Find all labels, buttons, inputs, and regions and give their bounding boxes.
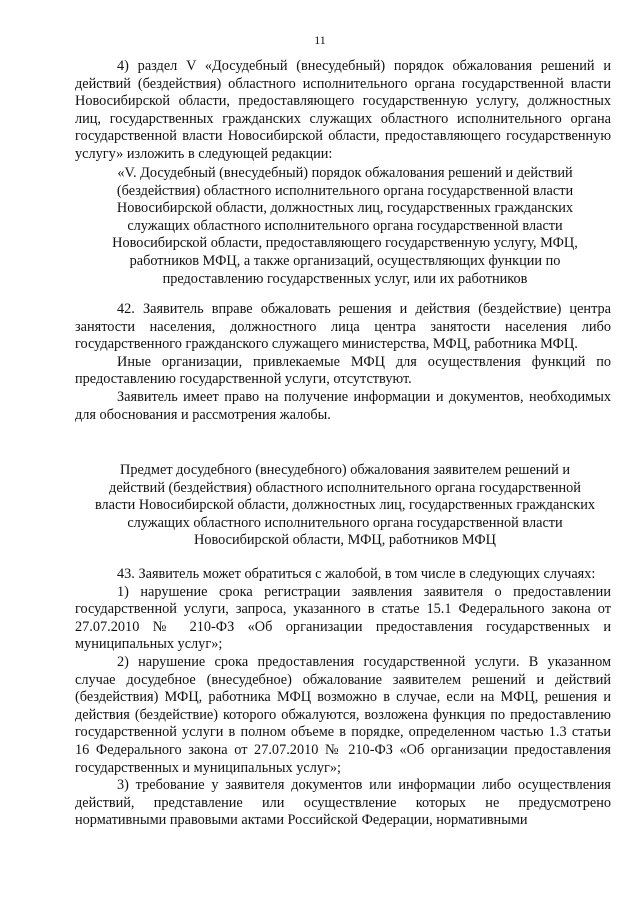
clause-42-section (75, 301, 611, 424)
clause-43-section (75, 566, 611, 830)
clause-42-paragraph: 42. Заявитель вправе обжаловать решения и действия (бездействие) центра занятости населения, должностного лица центра занятости населения либо государственного гражданского служащего министерства, МФЦ, работника МФЦ. (75, 301, 611, 353)
clause-43-paragraph: 43. Заявитель может обратиться с жалобой, в том числе в следующих случаях: (117, 566, 596, 582)
clause-43-item-3: 3) требование у заявителя документов или информации либо осуществления действий, представление или осуществление которых не предусмотрено нормативными правовыми актами Российской Федерации, нормативными (75, 777, 611, 829)
amendment-intro-section (75, 58, 611, 164)
heading-line: власти Новосибирской области, должностных лиц, государственных гражданских (94, 497, 596, 514)
heading-line: (бездействия) областного исполнительного органа государственной власти (116, 182, 574, 199)
clause-42-other-orgs-paragraph: Иные организации, привлекаемые МФЦ для осуществления функций по предоставлению государственной услуги, отсутствуют. (75, 353, 611, 388)
heading-line: действий (бездействия) областного исполнительного органа государственной (109, 479, 581, 496)
appeal-subject-heading (75, 462, 615, 550)
heading-line: Новосибирской области, должностных лиц, государственных гражданских (116, 200, 574, 217)
clause-42-info-right-paragraph: Заявитель имеет право на получение информации и документов, необходимых для обоснования и рассмотрения жалобы. (75, 388, 611, 423)
section-v-heading (75, 165, 615, 288)
page-number: 11 (314, 33, 326, 47)
clause-43-item-1: 1) нарушение срока регистрации заявления заявителя о предоставлении государственной услуги, запроса, указанного в статье 15.1 Федерального закона от 27.07.2010 № 210-ФЗ «Об организации предоставления государственных и муниципальных услуг»; (75, 583, 611, 653)
heading-line: Новосибирской области, предоставляющего государственную услугу, МФЦ, (112, 235, 578, 252)
amendment-intro-paragraph: 4) раздел V «Досудебный (внесудебный) порядок обжалования решений и действий (бездействия) областного исполнительного органа государственной власти Новосибирской области, предоставляющего государственную услугу, должностных лиц, государственных гражданских служащих областного исполнительного органа государственной власти Новосибирской области, предоставляющего государственную услугу» изложить в следующей редакции: (75, 58, 611, 162)
heading-line: работников МФЦ, а также организаций, осуществляющих функции по (129, 252, 561, 269)
heading-line: предоставлению государственных услуг, или их работников (162, 270, 528, 287)
heading-line: «V. Досудебный (внесудебный) порядок обжалования решений и действий (117, 165, 573, 181)
heading-line: служащих областного исполнительного органа государственной власти (127, 217, 563, 234)
heading-line: служащих областного исполнительного органа государственной власти (127, 514, 563, 531)
clause-43-item-2: 2) нарушение срока предоставления государственной услуги. В указанном случае досудебное (внесудебное) обжалование заявителем решений и действий (бездействия) МФЦ, работника МФЦ возможно в случае, если на МФЦ, решения и действия (бездействие) которого обжалуются, возложена функция по предоставлению государственной услуги в полном объеме в порядке, определенном частью 1.3 статьи 16 Федерального закона от 27.07.2010 № 210-ФЗ «Об организации предоставления государственных и муниципальных услуг»; (75, 653, 611, 776)
heading-line: Новосибирской области, МФЦ, работников МФЦ (194, 532, 496, 549)
heading-line: Предмет досудебного (внесудебного) обжалования заявителем решений и (120, 462, 570, 478)
